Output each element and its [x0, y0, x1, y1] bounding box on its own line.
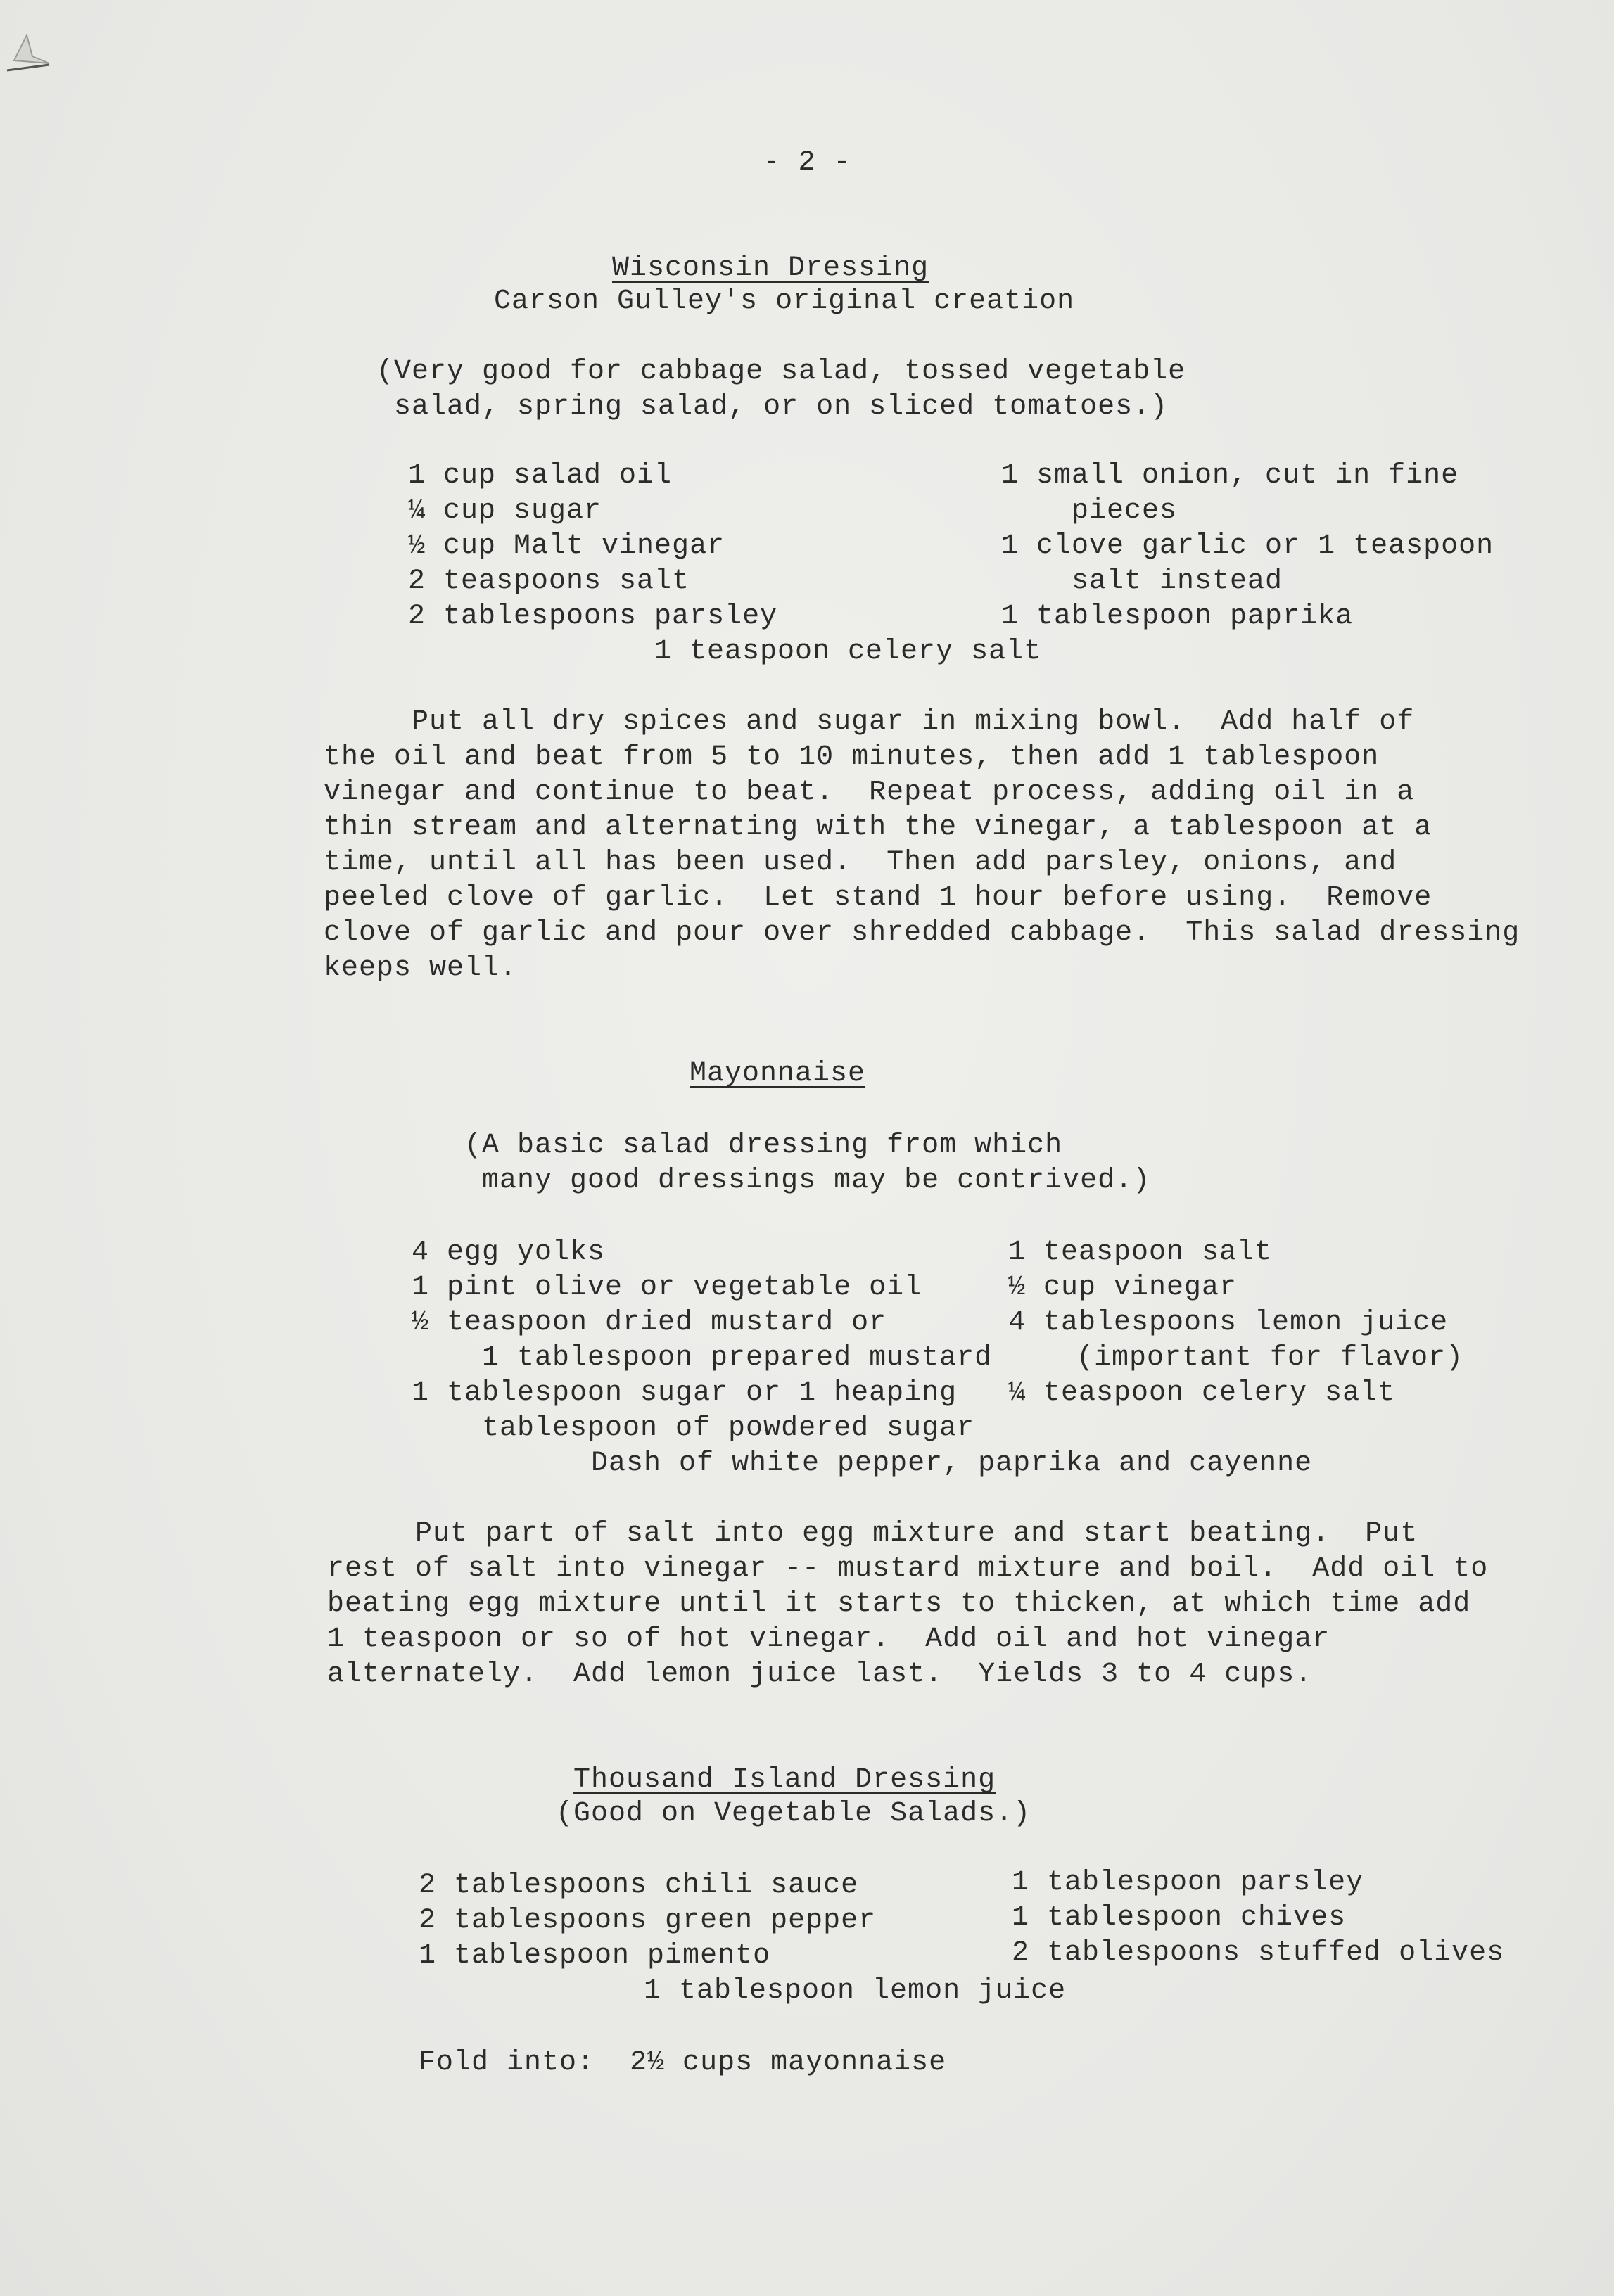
mayonnaise-ingredient: 1 teaspoon salt: [1008, 1237, 1273, 1268]
mayonnaise-ingredient: 4 tablespoons lemon juice: [1008, 1307, 1449, 1339]
wisconsin-ingredient: 1 small onion, cut in fine: [1001, 460, 1459, 492]
wisconsin-note-line: (Very good for cabbage salad, tossed vegetable: [376, 356, 1186, 388]
thousand-island-subtitle: (Good on Vegetable Salads.): [556, 1798, 1031, 1830]
wisconsin-ingredient: ¼ cup sugar: [408, 495, 602, 527]
thousand-island-title: Thousand Island Dressing: [573, 1764, 996, 1796]
wisconsin-ingredient: salt instead: [1072, 566, 1283, 597]
mayonnaise-ingredient: ¼ teaspoon celery salt: [1008, 1377, 1396, 1409]
wisconsin-instruction-line: thin stream and alternating with the vinegar, a tablespoon at a: [324, 812, 1432, 843]
wisconsin-ingredient: 1 cup salad oil: [408, 460, 673, 492]
mayonnaise-title: Mayonnaise: [690, 1058, 866, 1090]
mayonnaise-ingredient: 1 tablespoon prepared mustard: [482, 1342, 993, 1374]
thousand-island-ingredient: 2 tablespoons stuffed olives: [1012, 1937, 1505, 1969]
mayonnaise-ingredient: 1 tablespoon sugar or 1 heaping: [412, 1377, 958, 1409]
mayonnaise-ingredient: tablespoon of powdered sugar: [482, 1412, 975, 1444]
thousand-island-fold-line: Fold into: 2½ cups mayonnaise: [419, 2047, 947, 2079]
wisconsin-note-line: salad, spring salad, or on sliced tomatoes.): [394, 391, 1169, 423]
wisconsin-ingredient: 2 tablespoons parsley: [408, 601, 778, 632]
mayonnaise-ingredient-center: Dash of white pepper, paprika and cayenne: [591, 1448, 1313, 1479]
wisconsin-ingredient: 2 teaspoons salt: [408, 566, 690, 597]
wisconsin-ingredient-center: 1 teaspoon celery salt: [654, 636, 1042, 668]
wisconsin-instruction-line: clove of garlic and pour over shredded cabbage. This salad dressing: [324, 917, 1520, 949]
wisconsin-instruction-line: the oil and beat from 5 to 10 minutes, then add 1 tablespoon: [324, 741, 1380, 773]
thousand-island-ingredient: 1 tablespoon parsley: [1012, 1867, 1364, 1899]
mayonnaise-instruction-line: 1 teaspoon or so of hot vinegar. Add oil and hot vinegar: [327, 1624, 1330, 1655]
thousand-island-ingredient: 2 tablespoons green pepper: [419, 1905, 877, 1937]
wisconsin-ingredient: ½ cup Malt vinegar: [408, 530, 725, 562]
mayonnaise-ingredient: 4 egg yolks: [412, 1237, 606, 1268]
wisconsin-title: Wisconsin Dressing: [612, 253, 929, 284]
wisconsin-ingredient: 1 clove garlic or 1 teaspoon: [1001, 530, 1494, 562]
wisconsin-subtitle: Carson Gulley's original creation: [494, 286, 1075, 317]
mayonnaise-ingredient: ½ teaspoon dried mustard or: [412, 1307, 887, 1339]
mayonnaise-ingredient: 1 pint olive or vegetable oil: [412, 1272, 922, 1303]
wisconsin-instruction-line: Put all dry spices and sugar in mixing bowl. Add half of: [412, 706, 1415, 738]
wisconsin-ingredient: pieces: [1072, 495, 1178, 527]
mayonnaise-ingredient: (important for flavor): [1076, 1342, 1464, 1374]
mayonnaise-instruction-line: beating egg mixture until it starts to thicken, at which time add: [327, 1588, 1471, 1620]
mayonnaise-instruction-line: Put part of salt into egg mixture and start beating. Put: [415, 1518, 1418, 1550]
wisconsin-ingredient: 1 tablespoon paprika: [1001, 601, 1354, 632]
wisconsin-instruction-line: time, until all has been used. Then add parsley, onions, and: [324, 847, 1397, 879]
mayonnaise-instruction-line: alternately. Add lemon juice last. Yields 3 to 4 cups.: [327, 1659, 1313, 1690]
mayonnaise-ingredient: ½ cup vinegar: [1008, 1272, 1238, 1303]
mayonnaise-instruction-line: rest of salt into vinegar -- mustard mixture and boil. Add oil to: [327, 1553, 1489, 1585]
mayonnaise-note-line: many good dressings may be contrived.): [482, 1165, 1151, 1197]
page-corner-fold: [0, 28, 63, 91]
thousand-island-ingredient: 1 tablespoon pimento: [419, 1940, 771, 1972]
mayonnaise-note-line: (A basic salad dressing from which: [464, 1130, 1063, 1161]
page-number: - 2 -: [763, 147, 851, 179]
wisconsin-instruction-line: keeps well.: [324, 952, 518, 984]
wisconsin-instruction-line: vinegar and continue to beat. Repeat process, adding oil in a: [324, 777, 1415, 808]
thousand-island-ingredient-center: 1 tablespoon lemon juice: [644, 1975, 1067, 2007]
thousand-island-ingredient: 2 tablespoons chili sauce: [419, 1870, 859, 1901]
thousand-island-ingredient: 1 tablespoon chives: [1012, 1902, 1347, 1934]
wisconsin-instruction-line: peeled clove of garlic. Let stand 1 hour before using. Remove: [324, 882, 1432, 914]
